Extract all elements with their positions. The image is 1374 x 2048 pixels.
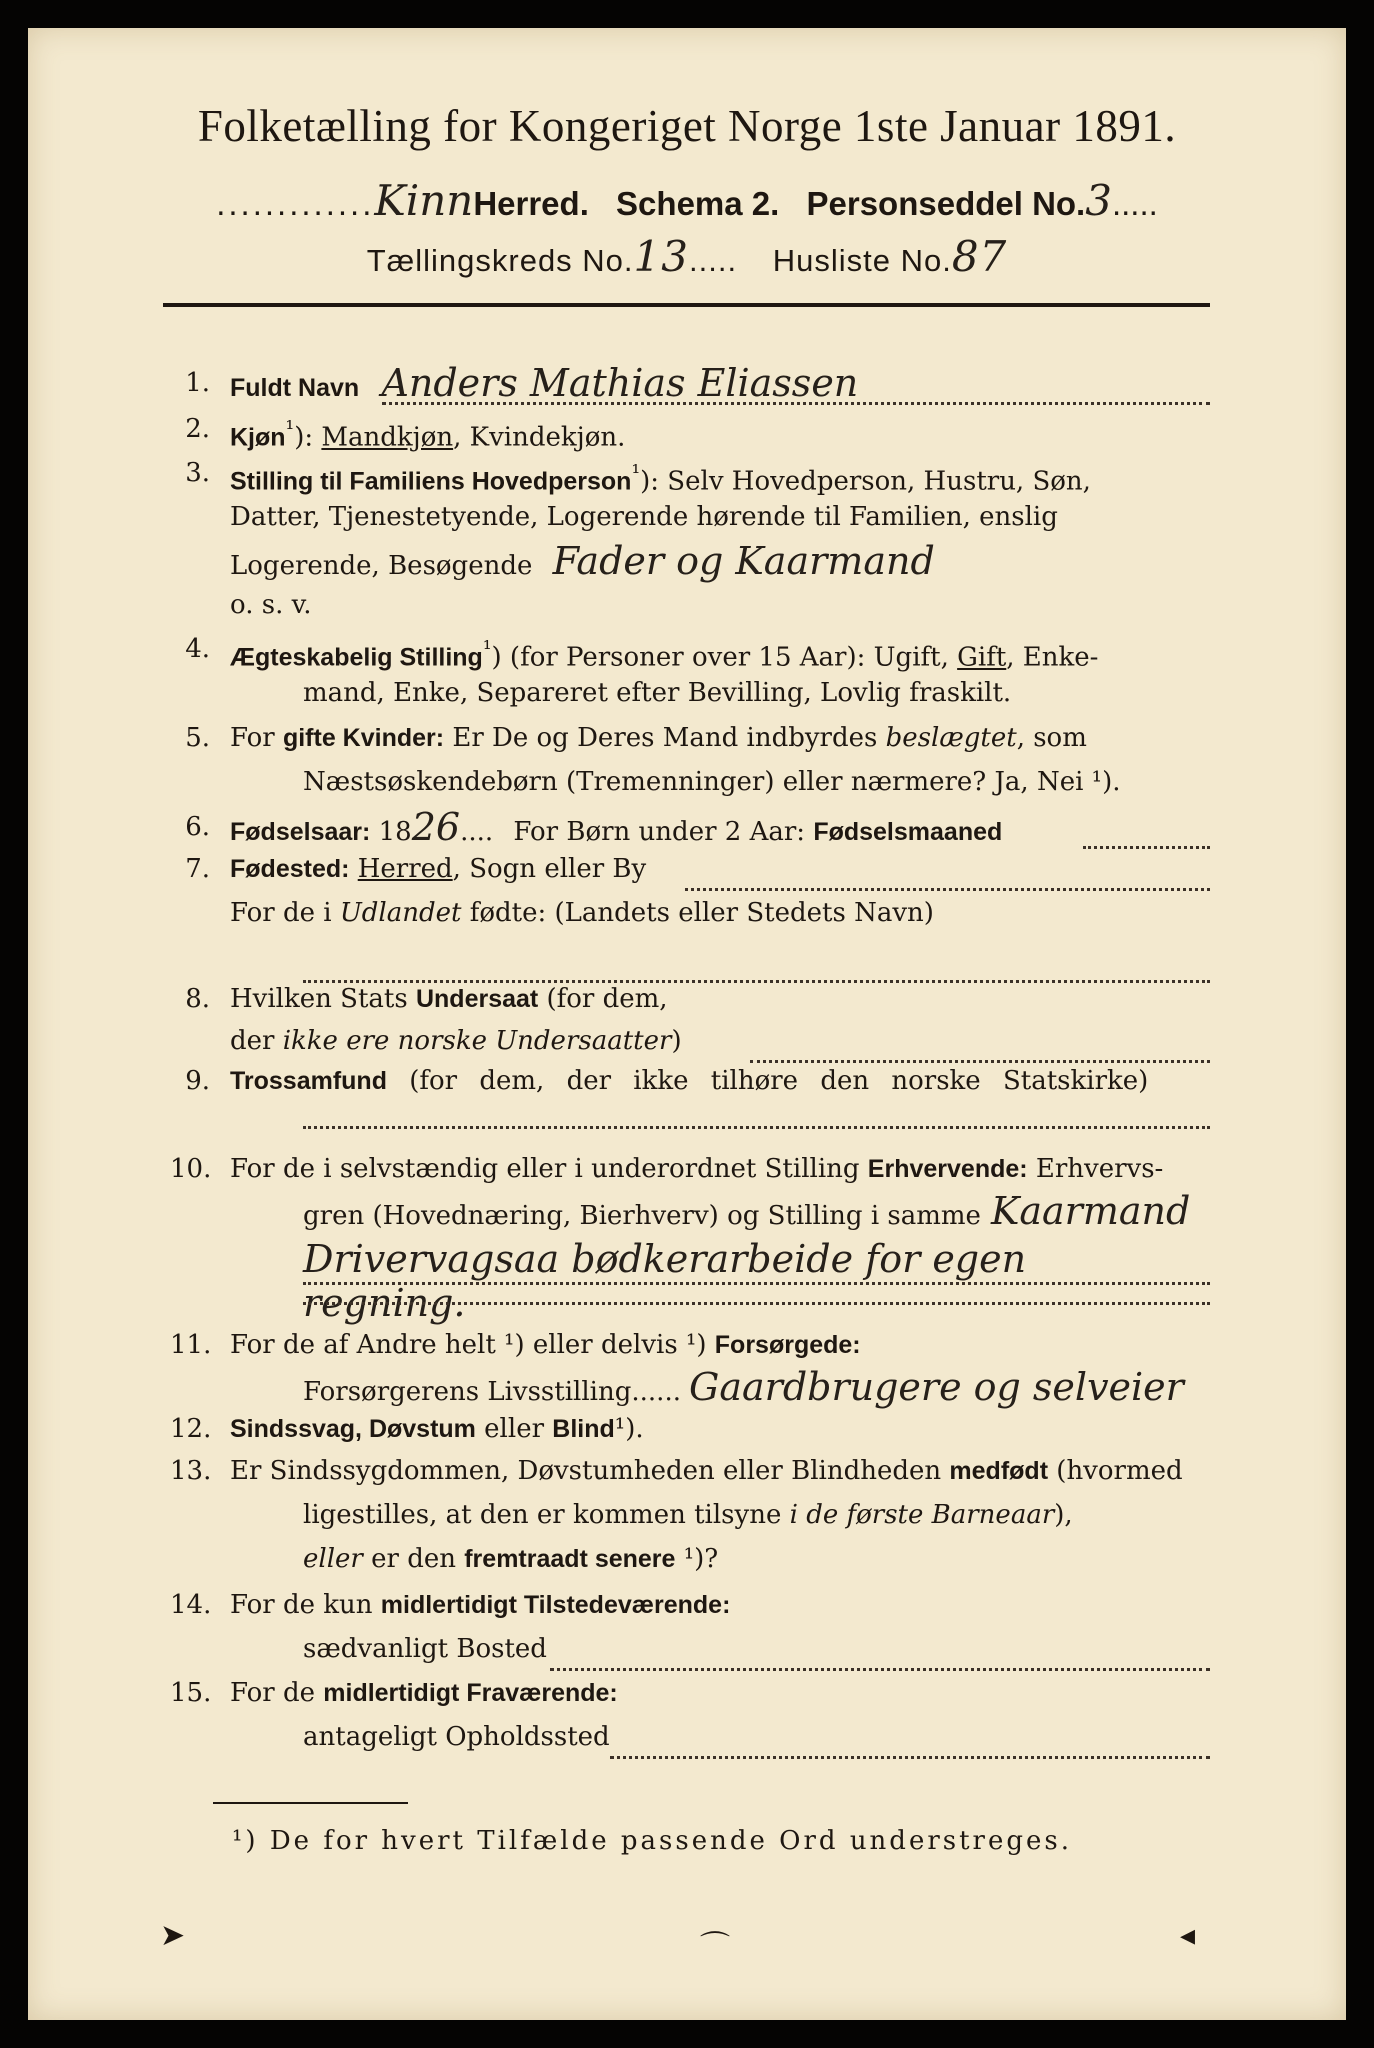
header-rule <box>163 303 1210 307</box>
husliste-number: 87 <box>951 232 1008 281</box>
aegteskab-label: Ægteskabelig Stilling <box>230 643 483 672</box>
forsorgede-label: Forsørgede: <box>714 1331 861 1359</box>
opholdssted-dotted-line <box>610 1756 1210 1759</box>
q13-text-b: (hvormed <box>1048 1456 1183 1486</box>
q13-line3c: ¹)? <box>675 1544 719 1574</box>
q7-line2b: fødte: (Landets eller Stedets Navn) <box>461 898 934 928</box>
fodested-dotted-line <box>685 888 1210 891</box>
q7-line2a: For de i <box>230 898 340 928</box>
erhvervende-label: Erhvervende: <box>867 1155 1028 1183</box>
q10-line-2: gren (Hovednæring, Bierhverv) og Stilling i samme <box>303 1201 981 1231</box>
fremtraadt-label: fremtraadt senere <box>464 1545 676 1573</box>
tilstedevaerende-label: midlertidigt Tilstedeværende: <box>380 1591 731 1619</box>
birth-year-handwriting: 26 <box>411 805 461 849</box>
footnote-rule <box>213 1802 408 1804</box>
footnote-ref: ¹ <box>631 461 641 486</box>
herred-label: Herred. <box>473 185 589 222</box>
kreds-line: Tællingskreds No.13..... Husliste No.87 <box>366 232 1008 281</box>
stilling-line-3: Logerende, Besøgende <box>230 551 533 581</box>
fuldt-navn-label: Fuldt Navn <box>230 374 360 402</box>
q13-line2a: ligestilles, at den er kommen tilsyne <box>303 1500 790 1530</box>
fodselsaar-label: Fødselsaar: <box>230 818 371 846</box>
q8-text-b: (for dem, <box>538 984 668 1014</box>
q7-italic: Udlandet <box>339 898 462 928</box>
q5-text-c: , som <box>1016 723 1087 753</box>
husliste-label: Husliste No. <box>772 243 952 278</box>
fodested-option-herred: Herred <box>357 854 453 884</box>
personseddel-number: 3 <box>1085 176 1112 225</box>
bosted-label: sædvanligt Bosted <box>303 1634 547 1664</box>
stilling-label: Stilling til Familiens Hovedperson <box>230 467 632 496</box>
aegteskab-option-gift: Gift <box>957 642 1007 673</box>
kreds-label: Tællingskreds No. <box>366 243 634 278</box>
stilling-handwriting: Fader og Kaarmand <box>552 539 935 583</box>
stilling-line-4: o. s. v. <box>230 590 312 620</box>
q11-line-2: Forsørgerens Livsstilling <box>303 1377 632 1407</box>
footnote-ref: ¹ <box>482 637 492 662</box>
q8-line2b: ) <box>671 1026 682 1056</box>
q14-text-a: For de kun <box>230 1590 381 1620</box>
sindssvag-label: Sindssvag, Døvstum <box>230 1415 476 1443</box>
aegteskab-text: ) (for Personer over 15 Aar): Ugift, <box>491 642 958 673</box>
q13-line2b: ), <box>1054 1500 1073 1530</box>
kjon-sep: ): <box>294 422 322 453</box>
fravaerende-label: midlertidigt Fraværende: <box>323 1679 618 1707</box>
q6-text-b: For Børn under 2 Aar: <box>513 817 814 847</box>
q8-italic: ikke ere norske Undersaatter <box>282 1026 672 1056</box>
question-number: 5. <box>185 723 210 753</box>
question-number: 6. <box>185 812 210 842</box>
kjon-options: , Kvindekjøn. <box>453 422 626 453</box>
question-number: 7. <box>185 854 210 884</box>
corner-mark-left: ➤ <box>160 1918 186 1953</box>
trossamfund-dotted-line <box>303 1126 1210 1129</box>
blind-label: Blind <box>552 1415 615 1443</box>
occupation-handwriting-1: Kaarmand <box>990 1189 1191 1233</box>
occupation-dotted-line-2 <box>303 1302 1210 1305</box>
q13-text-a: Er Sindssygdommen, Døvstumheden eller Blindheden <box>230 1456 950 1486</box>
occupation-handwriting-3: regning. <box>303 1281 466 1325</box>
opholdssted-label: antageligt Opholdssted <box>303 1722 610 1752</box>
name-dotted-line <box>382 402 1210 405</box>
question-number: 12. <box>170 1414 212 1444</box>
bosted-dotted-line <box>550 1668 1210 1671</box>
gifte-kvinder-label: gifte Kvinder: <box>282 724 445 752</box>
trossamfund-label: Trossamfund <box>230 1067 387 1095</box>
fodested-label: Fødested: <box>230 855 350 883</box>
herred-line: .............KinnHerred. Schema 2. Personseddel No.3..... <box>216 176 1158 225</box>
q13-line3a: eller <box>303 1544 363 1574</box>
q5-text-a: For <box>230 723 283 753</box>
q5-line-2: Næstsøskendebørn (Tremenninger) eller nærmere? Ja, Nei ¹). <box>303 767 1121 797</box>
q12-text-b: eller <box>475 1414 553 1444</box>
question-number: 15. <box>170 1678 212 1708</box>
census-form-paper <box>28 28 1346 2020</box>
question-number: 11. <box>170 1330 212 1360</box>
question-number: 4. <box>185 634 210 664</box>
herred-handwriting: Kinn <box>374 176 474 225</box>
kjon-label: Kjøn <box>230 423 286 452</box>
question-number: 2. <box>185 414 210 444</box>
year-prefix: 18 <box>370 817 412 847</box>
occupation-handwriting-2: Drivervagsaa bødkerarbeide for egen <box>303 1237 1027 1281</box>
q5-text-b: Er De og Deres Mand indbyrdes <box>444 723 886 753</box>
corner-mark-right: ◂ <box>1180 1918 1196 1953</box>
form-title: Folketælling for Kongeriget Norge 1ste Januar 1891. <box>197 101 1177 151</box>
q15-text-a: For de <box>230 1678 324 1708</box>
schema-label: Schema 2. <box>616 185 780 222</box>
footnote: ¹) De for hvert Tilfælde passende Ord understreges. <box>232 1826 1073 1856</box>
name-handwriting: Anders Mathias Eliassen <box>381 361 859 405</box>
q7-text-b: , Sogn eller By <box>452 854 647 884</box>
question-number: 13. <box>170 1456 212 1486</box>
question-number: 3. <box>185 458 210 488</box>
question-number: 9. <box>185 1066 210 1096</box>
footnote-ref: ¹ <box>285 417 295 442</box>
month-dotted-line <box>1083 846 1210 849</box>
question-number: 10. <box>170 1154 212 1184</box>
q11-text-a: For de af Andre helt ¹) eller delvis ¹) <box>230 1330 715 1360</box>
kjon-option-mand: Mandkjøn <box>321 422 454 453</box>
question-number: 1. <box>185 368 210 398</box>
q12-text-c: ¹). <box>614 1414 644 1444</box>
question-number: 14. <box>170 1590 212 1620</box>
q10-text-b: Erhvervs- <box>1027 1154 1164 1184</box>
question-number: 8. <box>185 984 210 1014</box>
provider-handwriting: Gaardbrugere og selveier <box>688 1365 1184 1409</box>
stilling-line-1: ): Selv Hovedperson, Hustru, Søn, <box>640 466 1091 497</box>
corner-mark-middle: ⌒ <box>700 1930 730 1965</box>
q5-italic: beslægtet <box>885 723 1017 753</box>
personseddel-label: Personseddel No. <box>806 185 1086 222</box>
q8-line2a: der <box>230 1026 283 1056</box>
stilling-line-2: Datter, Tjenestetyende, Logerende hørende til Familien, enslig <box>230 502 1058 532</box>
fodselsmaaned-label: Fødselsmaaned <box>813 818 1003 846</box>
undersaat-label: Undersaat <box>415 985 539 1013</box>
q10-text-a: For de i selvstændig eller i underordnet Stilling <box>230 1154 868 1184</box>
q8-text-a: Hvilken Stats <box>230 984 416 1014</box>
kreds-number: 13 <box>633 232 689 281</box>
medfodt-label: medfødt <box>949 1457 1049 1485</box>
q13-line3b: er den <box>362 1544 465 1574</box>
aegteskab-line-2: mand, Enke, Separeret efter Bevilling, Lovlig fraskilt. <box>303 678 1012 708</box>
q9-text-b: (for dem, der ikke tilhøre den norske Statskirke) <box>386 1066 1149 1096</box>
aegteskab-text-end: , Enke- <box>1006 642 1099 673</box>
q13-italic: i de første Barneaar <box>789 1500 1055 1530</box>
